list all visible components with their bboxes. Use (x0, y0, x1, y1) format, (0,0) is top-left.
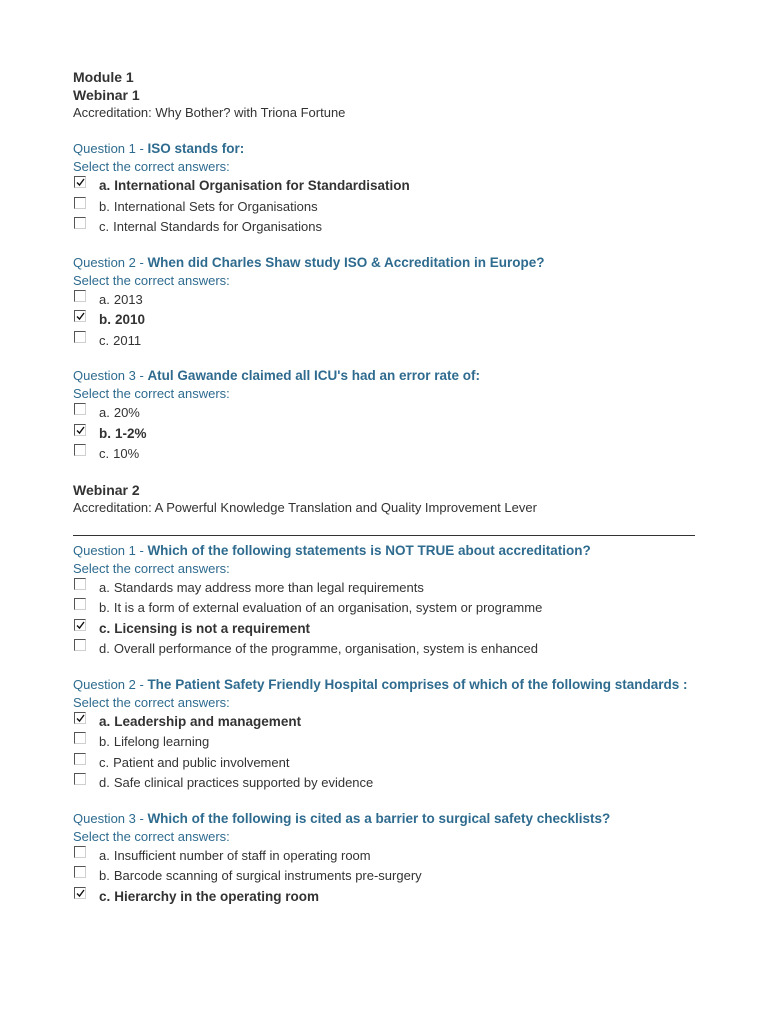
question-instruction: Select the correct answers: (73, 159, 230, 174)
question-text: Which of the following is cited as a barrier to surgical safety checklists? (147, 810, 611, 826)
option-text: 1-2% (115, 425, 147, 441)
option-text: It is a form of external evaluation of an organisation, system or programme (113, 600, 543, 615)
question-number: Question 2 - (73, 254, 148, 270)
option-text: Overall performance of the programme, organisation, system is enhanced (113, 641, 538, 656)
answer-option[interactable] (73, 866, 695, 887)
webinar-header (73, 86, 695, 122)
checked-checkbox-icon[interactable] (74, 310, 86, 322)
question-text: Atul Gawande claimed all ICU's had an error rate of: (147, 368, 480, 383)
option-text: 2010 (115, 312, 146, 327)
option-letter: b. (99, 312, 111, 327)
answer-option[interactable] (73, 619, 695, 640)
option-letter: c. (99, 332, 110, 348)
question-heading (73, 676, 695, 694)
answer-option[interactable] (73, 846, 695, 867)
quiz-content (73, 68, 695, 923)
option-text: Patient and public involvement (113, 754, 290, 770)
checkbox-icon[interactable] (74, 753, 86, 765)
option-text: Hierarchy in the operating room (114, 888, 320, 904)
option-text: 20% (113, 405, 140, 420)
option-text: 2011 (113, 332, 142, 348)
webinar-header (73, 481, 695, 517)
answer-option[interactable] (73, 197, 695, 218)
webinar-title: Webinar 2 (73, 481, 140, 498)
answer-option[interactable] (73, 578, 695, 599)
question-number: Question 1 - (73, 141, 148, 156)
question-text: When did Charles Shaw study ISO & Accreditation in Europe? (147, 254, 545, 270)
question-number: Question 1 - (73, 542, 148, 558)
option-letter: a. (99, 847, 110, 863)
option-letter: a. (99, 291, 110, 307)
checkbox-icon[interactable] (74, 773, 86, 785)
webinar-subtitle: Accreditation: Why Bother? with Triona Fortune (73, 105, 346, 120)
checkbox-icon[interactable] (74, 639, 86, 651)
question-instruction: Select the correct answers: (73, 386, 230, 401)
question-block (73, 542, 695, 660)
question-heading (73, 542, 695, 560)
question-instruction: Select the correct answers: (73, 694, 230, 710)
question-instruction: Select the correct answers: (73, 828, 230, 844)
question-number: Question 3 - (73, 810, 148, 826)
option-letter: b. (99, 868, 110, 883)
question-number: Question 2 - (73, 676, 148, 692)
checkbox-icon[interactable] (74, 732, 86, 744)
option-letter: c. (99, 754, 110, 770)
webinar-2-questions (73, 542, 695, 908)
option-letter: c. (99, 888, 111, 904)
question-number: Question 3 - (73, 368, 148, 383)
option-text: Lifelong learning (113, 734, 210, 749)
option-text: 2013 (113, 291, 143, 307)
checkbox-icon[interactable] (74, 290, 86, 302)
checkbox-icon[interactable] (74, 403, 86, 415)
option-letter: b. (99, 734, 110, 749)
answer-option[interactable] (73, 217, 695, 238)
option-letter: a. (99, 713, 111, 729)
option-letter: d. (99, 641, 110, 656)
answer-option[interactable] (73, 331, 695, 352)
answer-option[interactable] (73, 598, 695, 619)
option-letter: c. (99, 219, 110, 234)
answer-option[interactable] (73, 712, 695, 733)
answer-option[interactable] (73, 176, 695, 197)
option-text: International Organisation for Standardisation (114, 178, 410, 193)
question-block (73, 676, 695, 794)
option-text: Leadership and management (114, 713, 302, 729)
question-instruction: Select the correct answers: (73, 272, 230, 288)
checked-checkbox-icon[interactable] (74, 887, 86, 899)
checkbox-icon[interactable] (74, 866, 86, 878)
checked-checkbox-icon[interactable] (74, 712, 86, 724)
answer-option[interactable] (73, 424, 695, 445)
option-text: Safe clinical practices supported by evidence (113, 775, 374, 790)
question-text: The Patient Safety Friendly Hospital comprises of which of the following standards : (147, 676, 688, 692)
option-text: International Sets for Organisations (113, 198, 318, 214)
checkbox-icon[interactable] (74, 217, 86, 229)
checkbox-icon[interactable] (74, 444, 86, 456)
question-block (73, 140, 695, 238)
checkbox-icon[interactable] (74, 578, 86, 590)
question-block (73, 254, 695, 352)
option-letter: b. (99, 198, 110, 214)
answer-option[interactable] (73, 310, 695, 331)
checkbox-icon[interactable] (74, 846, 86, 858)
answer-option[interactable] (73, 887, 695, 908)
option-letter: a. (99, 178, 111, 193)
checked-checkbox-icon[interactable] (74, 424, 86, 436)
webinar-1-questions (73, 140, 695, 465)
checked-checkbox-icon[interactable] (74, 619, 86, 631)
checkbox-icon[interactable] (74, 331, 86, 343)
webinar-subtitle: Accreditation: A Powerful Knowledge Translation and Quality Improvement Lever (73, 499, 537, 515)
option-letter: b. (99, 600, 110, 615)
answer-option[interactable] (73, 732, 695, 753)
option-letter: a. (99, 579, 110, 595)
question-instruction: Select the correct answers: (73, 560, 230, 576)
question-heading (73, 140, 695, 158)
question-block (73, 367, 695, 465)
checked-checkbox-icon[interactable] (74, 176, 86, 188)
question-heading (73, 810, 695, 828)
option-text: Standards may address more than legal requirements (113, 579, 424, 595)
answer-option[interactable] (73, 290, 695, 311)
answer-option[interactable] (73, 753, 695, 774)
option-letter: a. (99, 405, 110, 420)
option-text: Licensing is not a requirement (114, 620, 311, 636)
answer-option[interactable] (73, 639, 695, 660)
answer-option[interactable] (73, 444, 695, 465)
option-text: Internal Standards for Organisations (113, 219, 322, 234)
question-block (73, 810, 695, 908)
option-letter: d. (99, 775, 110, 790)
module-title: Module 1 (73, 69, 134, 85)
option-letter: c. (99, 446, 110, 461)
checkbox-icon[interactable] (74, 197, 86, 209)
option-letter: b. (99, 425, 111, 441)
answer-option[interactable] (73, 773, 695, 794)
option-text: Barcode scanning of surgical instruments pre-surgery (113, 868, 422, 883)
option-text: Insufficient number of staff in operating room (113, 847, 371, 863)
checkbox-icon[interactable] (74, 598, 86, 610)
question-heading (73, 367, 695, 385)
answer-option[interactable] (73, 403, 695, 424)
option-text: 10% (113, 446, 140, 461)
question-text: Which of the following statements is NOT TRUE about accreditation? (147, 542, 591, 558)
webinar-title: Webinar 1 (73, 87, 140, 103)
question-text: ISO stands for: (147, 141, 245, 156)
option-letter: c. (99, 620, 111, 636)
section-divider (73, 535, 695, 536)
question-heading (73, 254, 695, 272)
